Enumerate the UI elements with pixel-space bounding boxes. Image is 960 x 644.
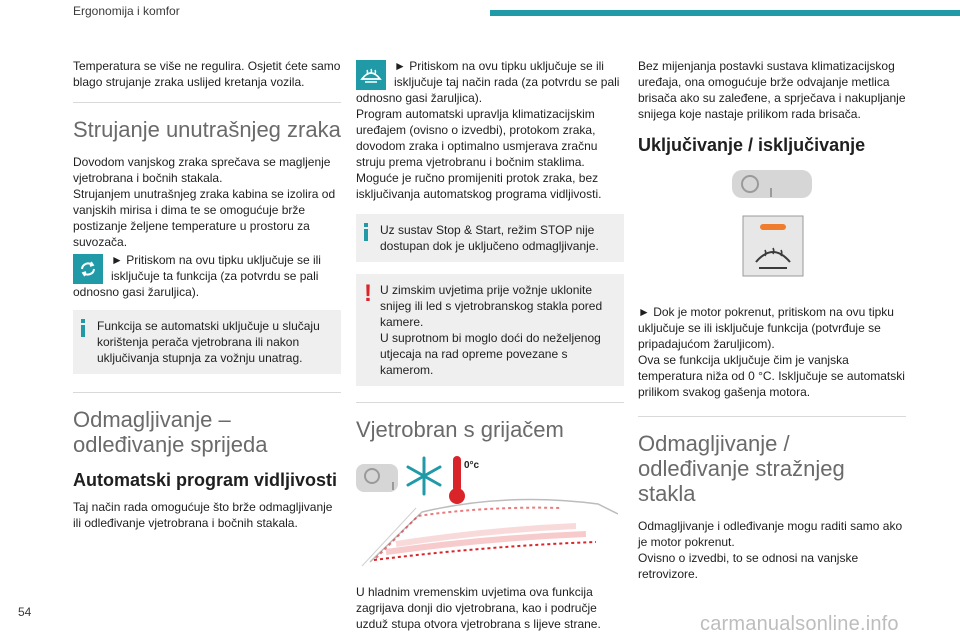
heated-windscreen-text-2: Bez mijenjanja postavki sustava klimatizacijskog uređaja, ona omogućuje brže odvajanje metlica brisača ako su zaleđene, a sprječava i nakupljanje snijega koje nastaje prilikom rada brisača. <box>638 59 906 121</box>
page-number: 54 <box>18 605 32 619</box>
auto-visibility-text: Taj način rada omogućuje što brže odmagljivanje ili odleđivanje vjetrobrana i bočnih stakala. <box>73 500 333 530</box>
column-2 <box>356 58 624 644</box>
small-thermometer-icon <box>770 188 772 197</box>
recirculation-button-icon <box>73 254 103 284</box>
on-off-details: Ova se funkcija uključuje čim je vanjska temperatura niža od 0 °C. Isključuje se automatski prilikom svakog gašenja motora. <box>638 353 905 399</box>
thermometer-icon <box>449 456 465 504</box>
winter-warning-box <box>356 274 624 386</box>
snowflake-icon <box>408 458 440 494</box>
winter-warning-text-1: U zimskim uvjetima prije vožnje uklonite snijeg ili led s vjetrobranskog stakla pored kamere. <box>380 283 603 329</box>
stop-start-info-box <box>356 214 624 262</box>
section-divider <box>73 392 341 393</box>
steering-wheel-icon <box>356 464 398 492</box>
warning-icon: ! <box>364 280 372 307</box>
rear-defog-text-2: Ovisno o izvedbi, to se odnosi na vanjske retrovizore. <box>638 551 859 581</box>
section-divider <box>638 416 906 417</box>
watermark: carmanualsonline.info <box>700 613 899 635</box>
indicator-lamp <box>760 224 786 230</box>
heated-windscreen-text: U hladnim vremenskim uvjetima ova funkcija zagrijava donji dio vjetrobrana, kao i područje uzduž stupa otvora vjetrobrana s lijeve strane. <box>356 585 601 631</box>
column-3 <box>638 58 906 594</box>
info-icon <box>364 223 368 241</box>
rear-defog-text-1: Odmagljivanje i odleđivanje mogu raditi samo ako je motor pokrenut. <box>638 519 903 549</box>
recirculation-text-2: Strujanjem unutrašnjeg zraka kabina se izolira od vanjskih mirisa i dima te se omogućuje brže postizanje željene temperature u prostoru za suvozača. <box>73 187 336 249</box>
auto-visibility-action-text: ► Pritiskom na ovu tipku uključuje se ili isključuje taj način rada (za potvrdu se pali odnosno gasi žaruljica). <box>356 59 620 105</box>
stop-start-info-text: Uz sustav Stop & Start, režim STOP nije dostupan dok je uključeno odmagljivanje. <box>380 223 599 253</box>
front-defog-heading: Odmagljivanje – odleđivanje sprijeda <box>73 407 268 457</box>
heated-windscreen-illustration <box>356 454 618 572</box>
info-icon <box>81 319 85 337</box>
intro-text: Temperatura se više ne regulira. Osjetit ćete samo blago strujanje zraka uslijed kretanja vozila. <box>73 59 341 89</box>
column-1 <box>73 58 341 543</box>
on-off-heading: Uključivanje / isključivanje <box>638 135 866 155</box>
visibility-button-icon <box>356 60 386 90</box>
rear-defog-heading: Odmagljivanje / odleđivanje stražnjeg stakla <box>638 431 845 506</box>
auto-visibility-heading: Automatski program vidljivosti <box>73 470 338 490</box>
heated-windscreen-heading: Vjetrobran s grijačem <box>356 417 564 442</box>
section-divider <box>73 102 341 103</box>
recirculation-heading: Strujanje unutrašnjeg zraka <box>73 117 341 142</box>
auto-visibility-details: Program automatski upravlja klimatizacijskim uređajem (ovisno o izvedbi), protokom zraka, dovodom zraka i optimalno usmjerava zračnu struju prema vjetrobranu i bočnim staklima. Moguće je ručno promijeniti protok zraka, bez isključivanja automatskog programa vidljivosti. <box>356 107 602 201</box>
small-thermometer-icon <box>392 482 394 490</box>
header-accent-bar <box>490 10 960 16</box>
section-divider <box>356 402 624 403</box>
recirculation-info-text: Funkcija se automatski uključuje u slučaju korištenja perača vjetrobrana ili nakon uključivanja stupnja za vožnju unatrag. <box>97 319 320 365</box>
winter-warning-text-2: U suprotnom bi moglo doći do neželjenog utjecaja na rad opreme povezane s kamerom. <box>380 331 601 377</box>
recirculation-info-box <box>73 310 341 374</box>
heated-windscreen-button-illustration <box>638 164 900 292</box>
recirculation-text-1: Dovodom vanjskog zraka sprečava se magljenje vjetrobrana i bočnih stakala. <box>73 155 331 185</box>
on-off-action-text: ► Dok je motor pokrenut, pritiskom na ovu tipku uključuje se ili isključuje funkcija (potvrđuje se pripadajućom žaruljicom). <box>638 305 894 351</box>
recirculation-action-text: ► Pritiskom na ovu tipku uključuje se ili isključuje ta funkcija (za potvrdu se pali odnosno gasi žaruljica). <box>73 253 321 299</box>
running-header: Ergonomija i komfor <box>73 4 180 18</box>
temperature-label: 0°c <box>464 460 480 471</box>
